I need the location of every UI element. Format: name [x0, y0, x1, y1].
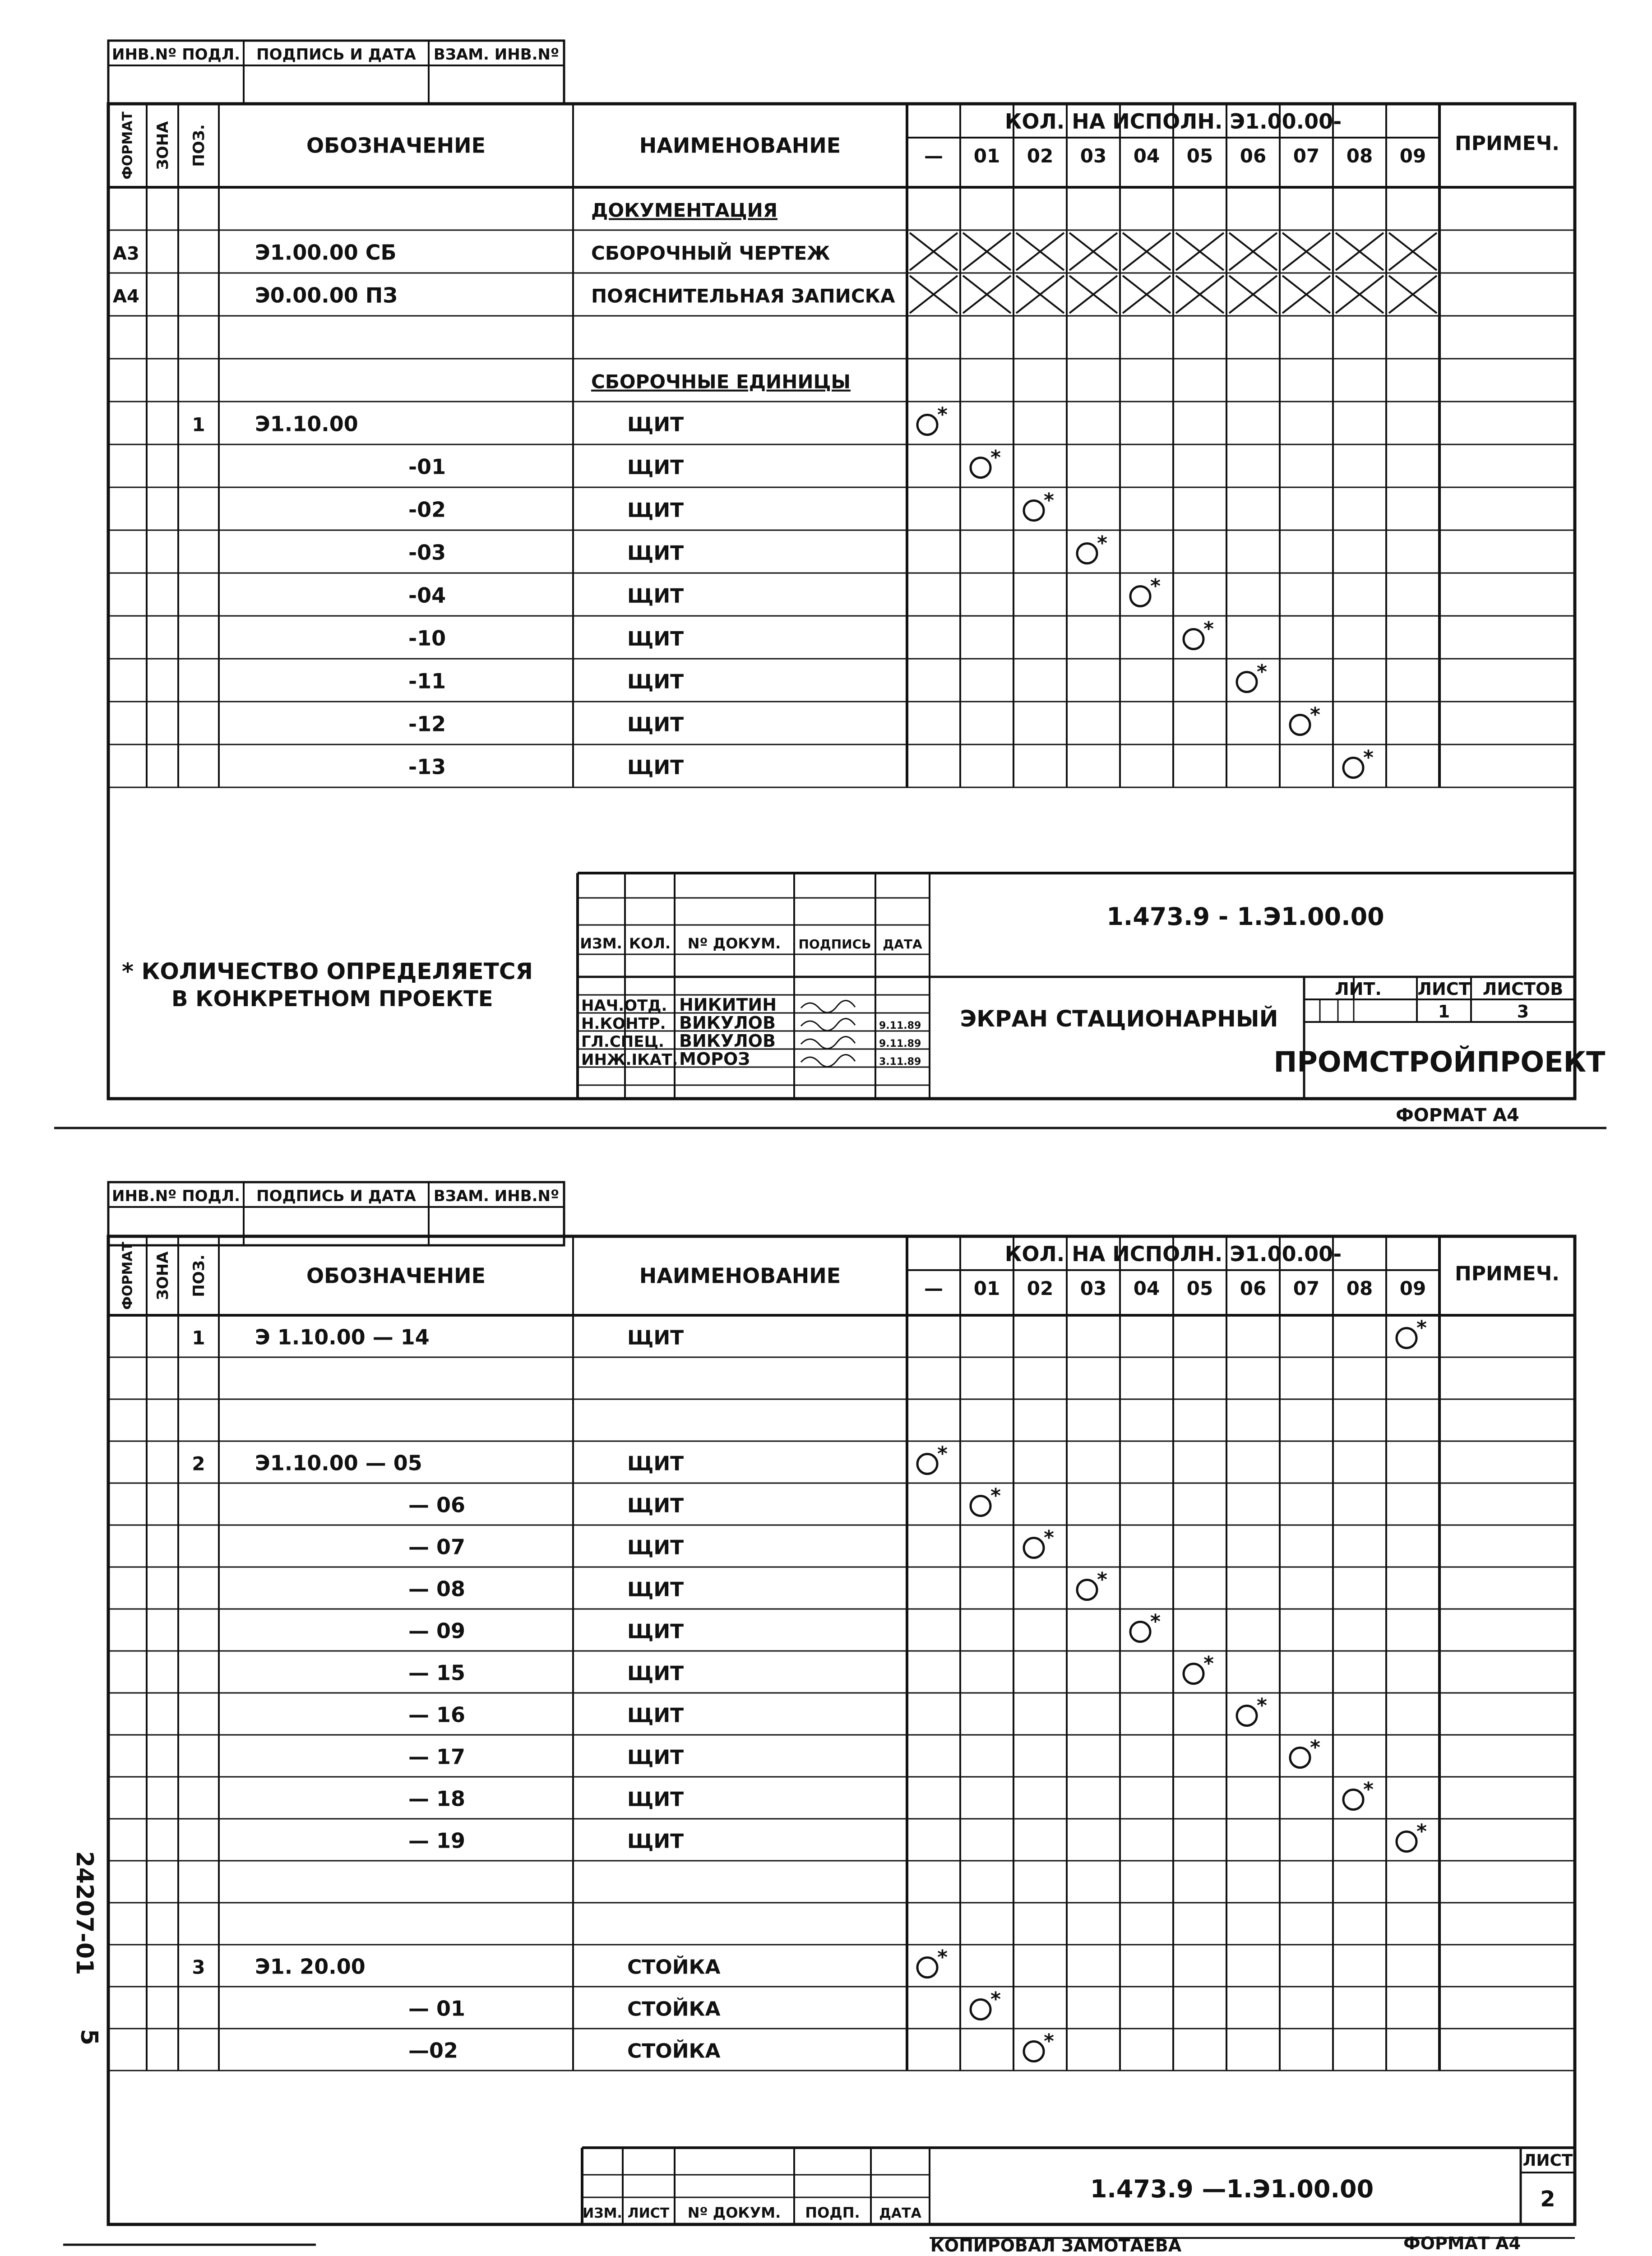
variant-header-8: 08: [1346, 1277, 1373, 1299]
asterisk-icon: *: [1310, 703, 1321, 726]
variant-header-9: 09: [1399, 145, 1426, 167]
variant-header-4: 04: [1133, 145, 1160, 167]
designation-cell: Э1.10.00 — 05: [255, 1451, 422, 1475]
list-value: 1: [1438, 1002, 1450, 1022]
stamp-role: НАЧ.ОТД.: [581, 997, 667, 1015]
asterisk-icon: *: [990, 446, 1001, 469]
format-label: ФОРМАТ А4: [1396, 1105, 1519, 1126]
asterisk-icon: *: [1150, 1610, 1161, 1633]
stamp-ndok-label: Nº ДОКУМ.: [687, 935, 781, 952]
asterisk-icon: *: [937, 403, 948, 426]
name-cell: ЩИТ: [627, 1326, 684, 1350]
quantity-mark: [1184, 629, 1203, 649]
variant-header-1: 01: [973, 1277, 1000, 1299]
remarks-col-header: ПРИМЕЧ.: [1454, 132, 1560, 155]
name-cell: ЩИТ: [627, 756, 684, 779]
signature-scribble: [801, 1018, 855, 1031]
name-cell: СБОРОЧНЫЙ ЧЕРТЕЖ: [591, 242, 830, 264]
asterisk-icon: *: [1044, 489, 1055, 512]
stamp-role: Н.КОНТР.: [581, 1015, 666, 1033]
name-cell: ЩИТ: [627, 1452, 684, 1475]
inv-podl-label: ИНВ.Nº ПОДЛ.: [111, 1187, 241, 1205]
name-cell: ЩИТ: [627, 584, 684, 608]
archive-number: 24207-01: [71, 1851, 98, 1975]
asterisk-icon: *: [937, 1442, 948, 1465]
asterisk-icon: *: [990, 1484, 1001, 1507]
name-cell: ЩИТ: [627, 627, 684, 651]
name-cell: ЩИТ: [627, 1704, 684, 1727]
format-cell: А4: [113, 286, 139, 307]
asterisk-icon: *: [1097, 1568, 1108, 1591]
designation-cell: -02: [408, 497, 446, 522]
name-cell: СТОЙКА: [627, 1956, 721, 1979]
asterisk-icon: *: [1310, 1736, 1321, 1759]
stamp-data-label: ДАТА: [883, 937, 922, 952]
name-cell: ЩИТ: [627, 1620, 684, 1643]
designation-cell: -01: [408, 454, 446, 479]
asterisk-icon: *: [1363, 1778, 1374, 1801]
quantity-note-line2: В КОНКРЕТНОМ ПРОЕКТЕ: [171, 986, 493, 1012]
designation-cell: — 01: [408, 1996, 466, 2021]
quantity-mark: [1024, 1538, 1044, 1558]
name-cell: ЩИТ: [627, 1494, 684, 1517]
quantity-mark: [1237, 672, 1257, 692]
variants-col-header: КОЛ. НА ИСПОЛН. Э1.00.00-: [1004, 1242, 1342, 1266]
listov-label: ЛИСТОВ: [1482, 979, 1564, 999]
asterisk-icon: *: [1150, 574, 1161, 598]
variant-header-4: 04: [1133, 1277, 1160, 1299]
signature-date-label: ПОДПИСЬ И ДАТА: [256, 46, 416, 64]
variant-header-6: 06: [1240, 1277, 1267, 1299]
variant-header-7: 07: [1293, 1277, 1320, 1299]
quantity-mark: [1397, 1328, 1416, 1348]
vzam-inv-label: ВЗАМ. ИНВ.Nº: [433, 46, 560, 64]
designation-cell: Э1.00.00 СБ: [255, 240, 397, 265]
list-value: 2: [1540, 2187, 1555, 2212]
document-number: 1.473.9 - 1.Э1.00.00: [1106, 902, 1384, 931]
designation-cell: — 07: [408, 1535, 466, 1559]
designation-cell: — 08: [408, 1576, 466, 1601]
variant-header-0: —: [924, 1277, 943, 1299]
poz-col-header: ПОЗ.: [190, 1254, 208, 1297]
name-cell: ЩИТ: [627, 1536, 684, 1559]
quantity-mark: [1237, 1706, 1257, 1726]
quantity-mark: [1397, 1832, 1416, 1852]
archive-page: 5: [75, 2029, 102, 2046]
designation-cell: Э1. 20.00: [255, 1954, 366, 1979]
designation-col-header: ОБОЗНАЧЕНИЕ: [306, 1263, 486, 1288]
designation-cell: — 06: [408, 1493, 466, 1517]
poz-col-header: ПОЗ.: [190, 124, 208, 167]
organization-name: ПРОМСТРОЙПРОЕКТ: [1273, 1045, 1606, 1078]
designation-cell: — 16: [408, 1702, 466, 1727]
designation-cell: Э1.10.00: [255, 411, 358, 436]
quantity-mark: [917, 415, 937, 435]
quantity-mark: [1077, 1580, 1097, 1600]
variant-header-7: 07: [1293, 145, 1320, 167]
designation-cell: Э 1.10.00 — 14: [255, 1325, 430, 1350]
stamp-person: НИКИТИН: [679, 995, 777, 1015]
asterisk-icon: *: [1203, 617, 1214, 641]
zona-col-header: ЗОНА: [154, 1251, 172, 1300]
asterisk-icon: *: [1044, 2029, 1055, 2053]
name-cell: ЩИТ: [627, 670, 684, 693]
position-cell: 3: [192, 1956, 205, 1979]
quantity-mark: [971, 458, 990, 478]
designation-cell: — 09: [408, 1618, 466, 1643]
quantity-mark: [917, 1454, 937, 1474]
name-cell: ЩИТ: [627, 1788, 684, 1811]
stamp-date: 9.11.89: [879, 1020, 921, 1031]
quantity-mark: [1290, 715, 1310, 735]
designation-cell: — 15: [408, 1660, 466, 1685]
variant-header-8: 08: [1346, 145, 1373, 167]
variant-header-1: 01: [973, 145, 1000, 167]
quantity-mark: [1343, 758, 1363, 778]
variant-header-3: 03: [1080, 145, 1107, 167]
quantity-mark: [1130, 1622, 1150, 1642]
format-col-header: ФОРМАТ: [120, 111, 136, 180]
name-cell: ПОЯСНИТЕЛЬНАЯ ЗАПИСКА: [591, 285, 895, 307]
name-cell: ДОКУМЕНТАЦИЯ: [591, 199, 778, 222]
variant-header-2: 02: [1027, 1277, 1054, 1299]
name-cell: ЩИТ: [627, 541, 684, 565]
sheet2-frame: [108, 1236, 1575, 2224]
document-title: ЭКРАН СТАЦИОНАРНЫЙ: [960, 1006, 1278, 1032]
variant-header-9: 09: [1399, 1277, 1426, 1299]
name-cell: ЩИТ: [627, 1662, 684, 1685]
name-col-header: НАИМЕНОВАНИЕ: [639, 133, 841, 158]
designation-col-header: ОБОЗНАЧЕНИЕ: [306, 133, 486, 158]
name-cell: ЩИТ: [627, 1578, 684, 1601]
stamp-person: МОРОЗ: [679, 1049, 750, 1069]
asterisk-icon: *: [1416, 1316, 1427, 1340]
quantity-mark: [1077, 544, 1097, 564]
stamp-ndok-label: Nº ДОКУМ.: [687, 2204, 781, 2221]
variant-header-2: 02: [1027, 145, 1054, 167]
signature-scribble: [801, 1054, 855, 1067]
designation-cell: -12: [408, 712, 446, 736]
quantity-mark: [1184, 1664, 1203, 1684]
position-cell: 1: [192, 1327, 205, 1349]
stamp-list-col-label: ЛИСТ: [627, 2205, 670, 2221]
variant-header-6: 06: [1240, 145, 1267, 167]
stamp-izm-label: ИЗМ.: [580, 935, 622, 952]
stamp-kol-label: КОЛ.: [629, 935, 671, 952]
list-label: ЛИСТ: [1522, 2151, 1573, 2170]
name-cell: ЩИТ: [627, 1746, 684, 1769]
vzam-inv-label: ВЗАМ. ИНВ.Nº: [433, 1187, 560, 1205]
stamp-person: ВИКУЛОВ: [679, 1031, 776, 1051]
designation-cell: -13: [408, 754, 446, 779]
quantity-mark: [971, 1496, 990, 1516]
asterisk-icon: *: [1416, 1820, 1427, 1843]
quantity-mark: [1290, 1748, 1310, 1768]
quantity-mark: [917, 1958, 937, 1978]
remarks-col-header: ПРИМЕЧ.: [1454, 1262, 1560, 1285]
name-cell: СТОЙКА: [627, 1997, 721, 2021]
designation-cell: -04: [408, 583, 446, 608]
signature-scribble: [801, 1000, 855, 1012]
quantity-mark: [1130, 587, 1150, 606]
stamp-data-label: ДАТА: [879, 2205, 921, 2221]
stamp-podp-label: ПОДП.: [805, 2204, 860, 2221]
position-cell: 1: [192, 413, 205, 436]
asterisk-icon: *: [1257, 660, 1268, 684]
stamp-podpis-label: ПОДПИСЬ: [798, 937, 871, 952]
designation-cell: — 17: [408, 1744, 466, 1769]
designation-cell: — 19: [408, 1828, 466, 1853]
name-col-header: НАИМЕНОВАНИЕ: [639, 1263, 841, 1288]
listov-value: 3: [1517, 1002, 1529, 1022]
format-col-header: ФОРМАТ: [120, 1242, 136, 1310]
signature-scribble: [801, 1036, 855, 1049]
designation-cell: -03: [408, 540, 446, 565]
quantity-mark: [1024, 2042, 1044, 2062]
name-cell: СТОЙКА: [627, 2039, 721, 2063]
asterisk-icon: *: [1203, 1652, 1214, 1675]
signature-date-label: ПОДПИСЬ И ДАТА: [256, 1187, 416, 1205]
format-label: ФОРМАТ А4: [1403, 2233, 1521, 2253]
quantity-mark: [1343, 1790, 1363, 1810]
stamp-role: ИНЖ.IКАТ.: [581, 1051, 678, 1069]
name-cell: ЩИТ: [627, 413, 684, 436]
name-cell: ЩИТ: [627, 713, 684, 736]
designation-cell: Э0.00.00 ПЗ: [255, 283, 398, 308]
designation-cell: — 18: [408, 1786, 466, 1811]
variant-header-3: 03: [1080, 1277, 1107, 1299]
stamp-date: 3.11.89: [879, 1056, 921, 1068]
asterisk-icon: *: [1363, 746, 1374, 769]
stamp-person: ВИКУЛОВ: [679, 1013, 776, 1033]
designation-cell: -11: [408, 669, 446, 693]
document-number: 1.473.9 —1.Э1.00.00: [1090, 2175, 1374, 2203]
quantity-mark: [971, 2000, 990, 2020]
asterisk-icon: *: [937, 1946, 948, 1969]
name-cell: ЩИТ: [627, 1830, 684, 1853]
lit-label: ЛИТ.: [1335, 979, 1382, 999]
quantity-mark: [1024, 501, 1044, 521]
asterisk-icon: *: [1257, 1694, 1268, 1717]
variant-header-5: 05: [1186, 1277, 1213, 1299]
stamp-role: ГЛ.СПЕЦ.: [581, 1033, 664, 1051]
asterisk-icon: *: [990, 1988, 1001, 2011]
variants-col-header: КОЛ. НА ИСПОЛН. Э1.00.00-: [1004, 109, 1342, 134]
zona-col-header: ЗОНА: [154, 121, 172, 170]
variant-header-5: 05: [1186, 145, 1213, 167]
name-cell: СБОРОЧНЫЕ ЕДИНИЦЫ: [591, 370, 851, 393]
format-cell: А3: [113, 243, 139, 264]
variant-header-0: —: [924, 145, 943, 167]
copied-by-label: КОПИРОВАЛ ЗАМОТАЕВА: [930, 2236, 1182, 2256]
asterisk-icon: *: [1044, 1526, 1055, 1549]
list-label: ЛИСТ: [1417, 979, 1471, 999]
designation-cell: —02: [408, 2038, 458, 2063]
stamp-izm-label: ИЗМ.: [583, 2205, 622, 2221]
inv-podl-label: ИНВ.Nº ПОДЛ.: [111, 46, 241, 64]
name-cell: ЩИТ: [627, 456, 684, 479]
position-cell: 2: [192, 1452, 205, 1475]
quantity-note-line1: * КОЛИЧЕСТВО ОПРЕДЕЛЯЕТСЯ: [122, 958, 533, 985]
designation-cell: -10: [408, 626, 446, 651]
stamp-date: 9.11.89: [879, 1038, 921, 1049]
name-cell: ЩИТ: [627, 499, 684, 522]
asterisk-icon: *: [1097, 532, 1108, 555]
